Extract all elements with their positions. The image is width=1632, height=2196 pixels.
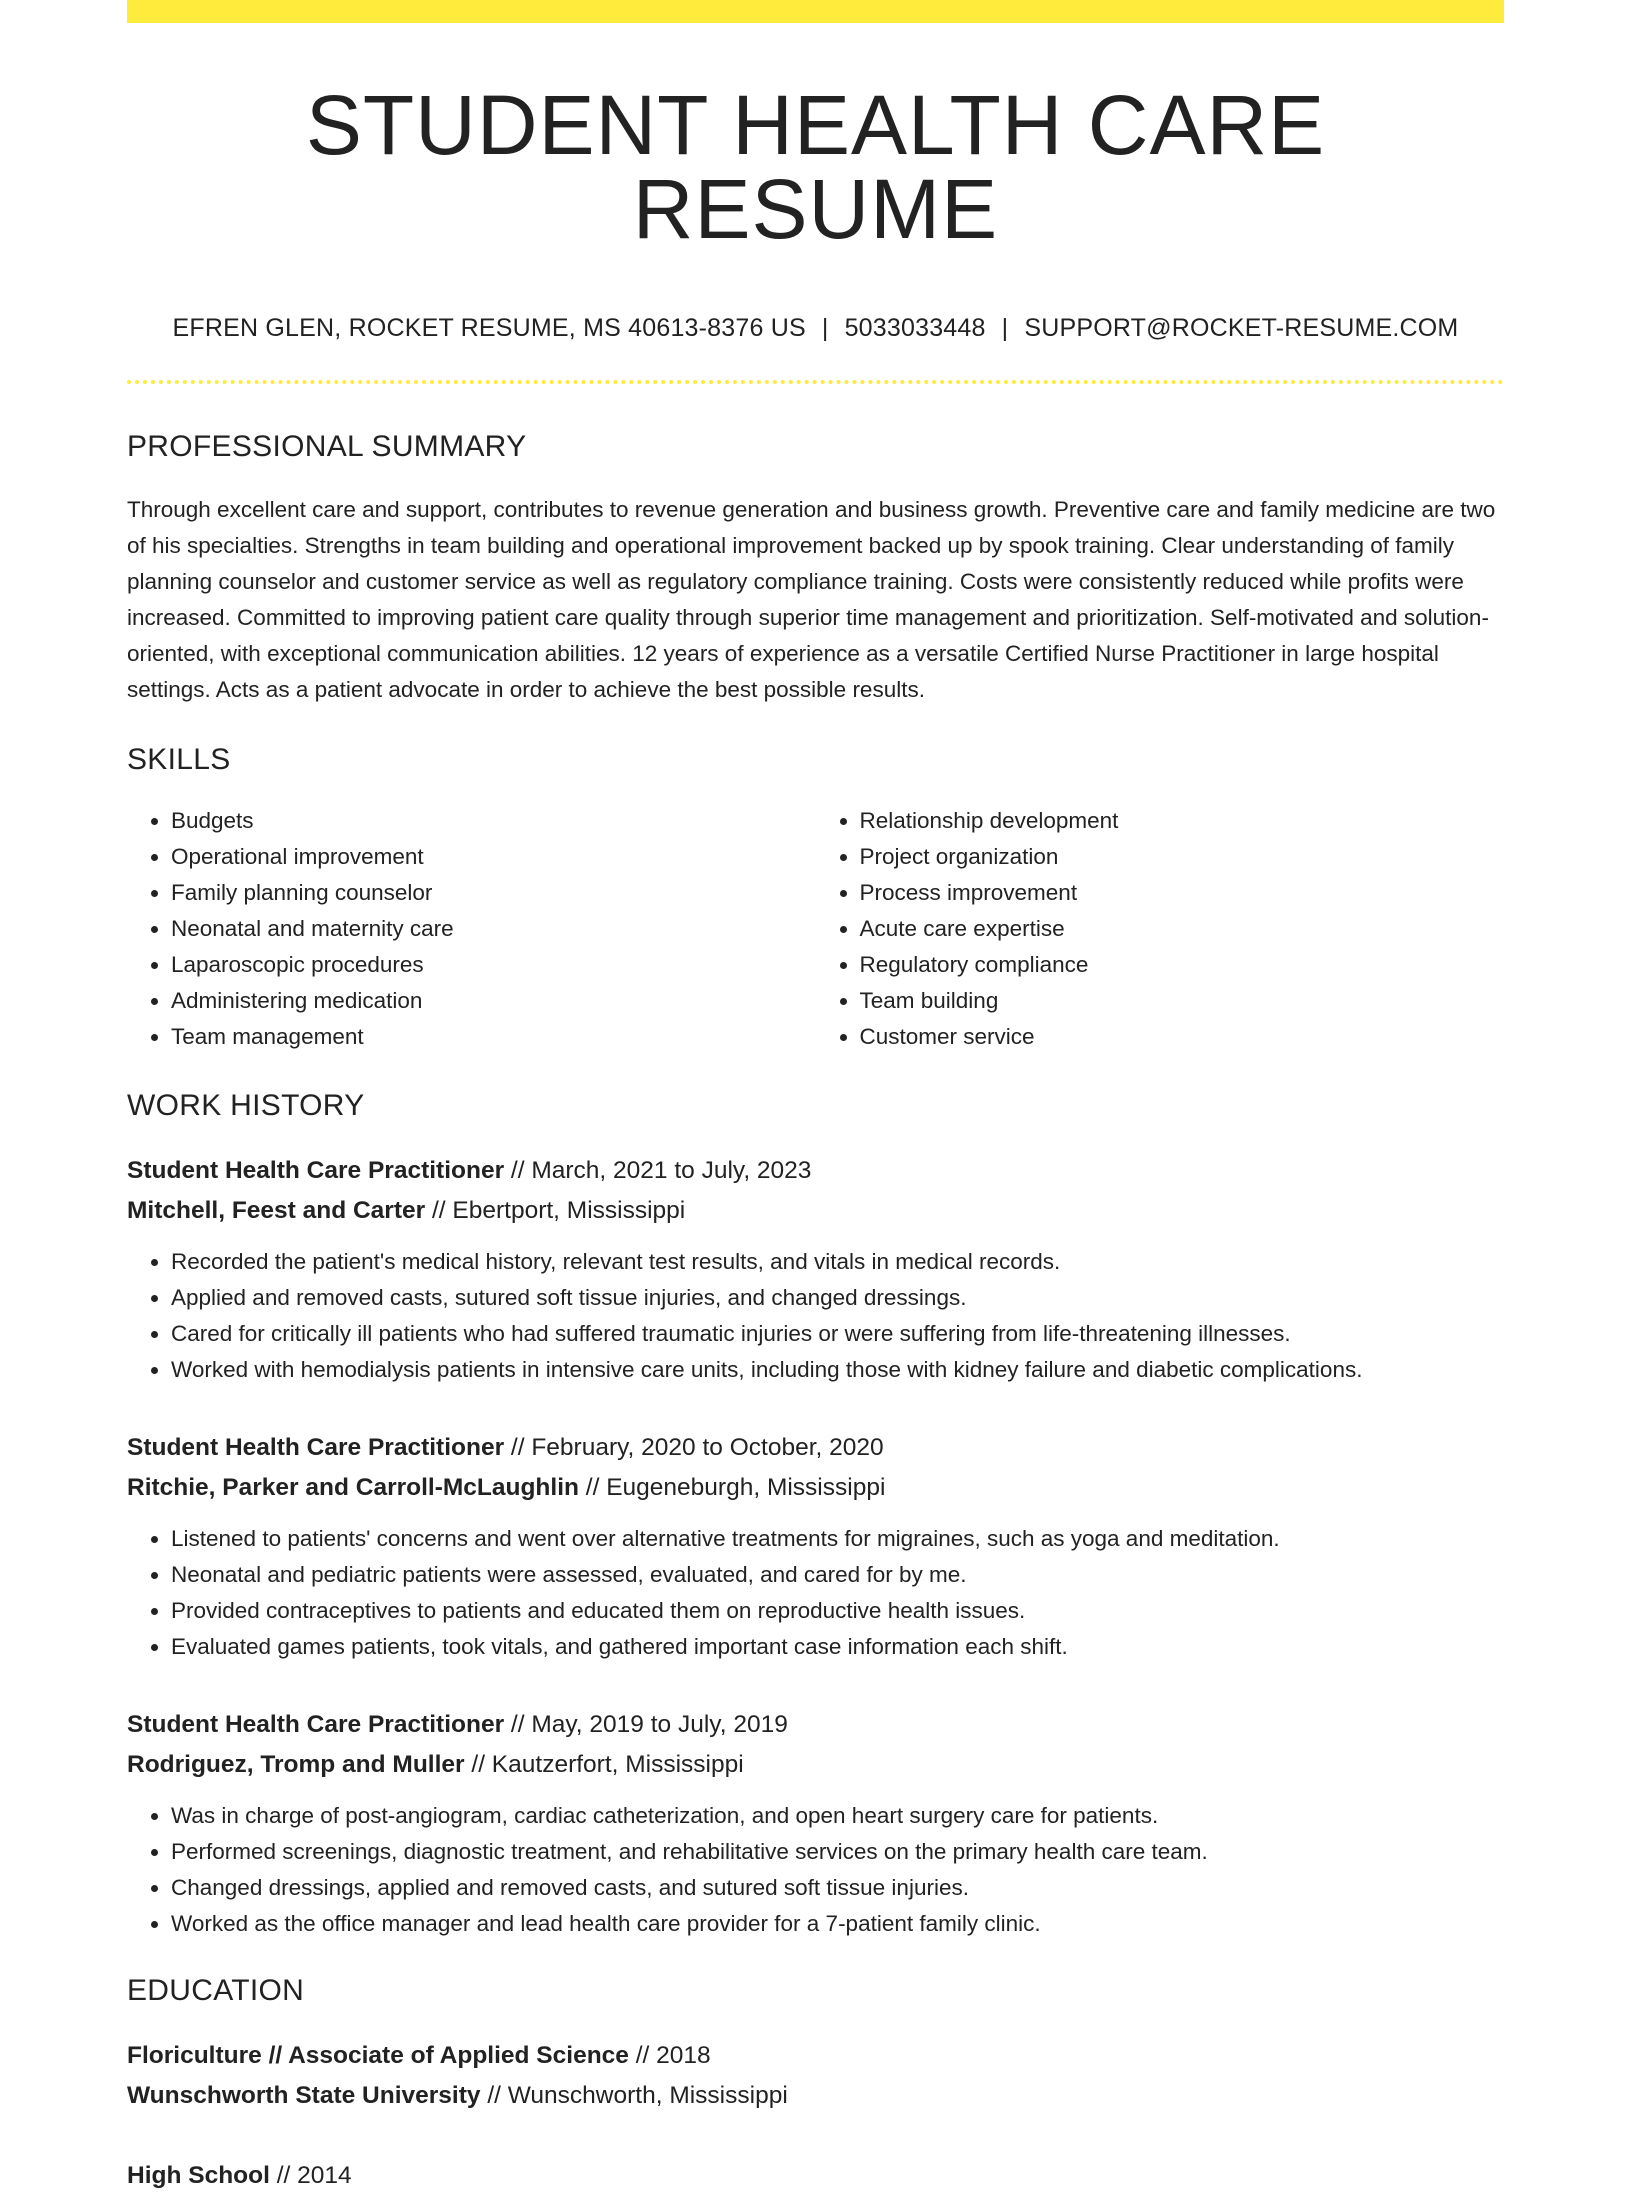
- education-school: Wunschworth State University: [127, 2082, 481, 2109]
- skill-item: • Regulatory compliance: [860, 947, 1505, 983]
- resume-title: STUDENT HEALTH CARE RESUME: [305, 78, 1326, 256]
- skill-item: • Process improvement: [860, 875, 1505, 911]
- skill-item: • Team building: [860, 983, 1505, 1019]
- contact-address: EFREN GLEN, ROCKET RESUME, MS 40613-8376 US: [172, 314, 806, 342]
- skill-item: • Neonatal and maternity care: [171, 911, 816, 947]
- skill-item: • Team management: [171, 1019, 816, 1055]
- resume-page: [127, 0, 1504, 2196]
- education-degree: High School: [127, 2162, 270, 2189]
- education-entry: [127, 2156, 1504, 2196]
- job-role: Student Health Care Practitioner: [127, 1711, 505, 1738]
- skill-item: • Project organization: [860, 839, 1505, 875]
- contact-phone: 5033033448: [844, 314, 986, 342]
- job-bullet: • Recorded the patient's medical history, relevant test results, and vitals in medical records.: [171, 1244, 1504, 1280]
- job-role: Student Health Care Practitioner: [127, 1157, 505, 1184]
- job-bullet: • Neonatal and pediatric patients were assessed, evaluated, and cared for by me.: [171, 1557, 1504, 1593]
- contact-line: [127, 313, 1504, 343]
- summary-text: Through excellent care and support, contributes to revenue generation and business growth. Preventive care and family medicine are two of his specialties. Strengths in team building and operational improvement backed up by spook training. Clear understanding of family planning counselor and customer service as well as regulatory compliance training. Costs were consistently reduced while profits were increased. Committed to improving patient care quality through superior time management and prioritization. Self-motivated and solution-oriented, with exceptional communication abilities. 12 years of experience as a versatile Certified Nurse Practitioner in large hospital settings. Acts as a patient advocate in order to achieve the best possible results.: [127, 497, 1496, 702]
- job-dates: // February, 2020 to October, 2020: [504, 1434, 884, 1461]
- skills-heading: SKILLS: [127, 743, 231, 776]
- education-school-line: [127, 2076, 1504, 2116]
- contact-email: SUPPORT@ROCKET-RESUME.COM: [1024, 314, 1459, 342]
- skills-list: [127, 803, 1504, 1055]
- job-company-line: [127, 1745, 1504, 1785]
- job-company: Rodriguez, Tromp and Muller: [127, 1751, 465, 1778]
- skills-column-left: [127, 803, 816, 1055]
- skill-item: • Operational improvement: [171, 839, 816, 875]
- skill-item: • Family planning counselor: [171, 875, 816, 911]
- job-title-line: [127, 1151, 1504, 1191]
- job-bullet: • Was in charge of post-angiogram, cardiac catheterization, and open heart surgery care for patients.: [171, 1798, 1504, 1834]
- contact-separator: |: [821, 314, 829, 342]
- job-bullets: [127, 1798, 1504, 1942]
- education-entry: [127, 2036, 1504, 2116]
- job-company-line: [127, 1191, 1504, 1231]
- summary-heading: PROFESSIONAL SUMMARY: [127, 430, 527, 463]
- job-entry: [127, 1428, 1504, 1665]
- skill-item: • Customer service: [860, 1019, 1505, 1055]
- education-year: // 2014: [269, 2162, 352, 2189]
- job-company: Ritchie, Parker and Carroll-McLaughlin: [127, 1474, 579, 1501]
- education-location: // Wunschworth, Mississippi: [480, 2082, 788, 2109]
- education-degree: Floriculture // Associate of Applied Science: [127, 2042, 629, 2069]
- job-title-line: [127, 1705, 1504, 1745]
- education-degree-line: [127, 2036, 1504, 2076]
- job-location: // Ebertport, Mississippi: [425, 1197, 686, 1224]
- job-bullet: • Applied and removed casts, sutured soft tissue injuries, and changed dressings.: [171, 1280, 1504, 1316]
- job-bullet: • Evaluated games patients, took vitals, and gathered important case information each shift.: [171, 1629, 1504, 1665]
- job-location: // Eugeneburgh, Mississippi: [578, 1474, 886, 1501]
- job-title-line: [127, 1428, 1504, 1468]
- job-role: Student Health Care Practitioner: [127, 1434, 505, 1461]
- job-bullet: • Cared for critically ill patients who had suffered traumatic injuries or were suffering from life-threatening illnesses.: [171, 1316, 1504, 1352]
- job-company-line: [127, 1468, 1504, 1508]
- job-bullet: • Worked as the office manager and lead health care provider for a 7-patient family clinic.: [171, 1906, 1504, 1942]
- job-bullet: • Worked with hemodialysis patients in intensive care units, including those with kidney failure and diabetic complications.: [171, 1352, 1504, 1388]
- skill-item: • Administering medication: [171, 983, 816, 1019]
- job-entry: [127, 1151, 1504, 1388]
- job-bullet: • Provided contraceptives to patients and educated them on reproductive health issues.: [171, 1593, 1504, 1629]
- contact-separator: |: [1001, 314, 1009, 342]
- skill-item: • Relationship development: [860, 803, 1505, 839]
- job-location: // Kautzerfort, Mississippi: [464, 1751, 744, 1778]
- job-company: Mitchell, Feest and Carter: [127, 1197, 426, 1224]
- education-year: // 2018: [628, 2042, 711, 2069]
- job-dates: // March, 2021 to July, 2023: [504, 1157, 812, 1184]
- education-degree-line: [127, 2156, 1504, 2196]
- skill-item: • Budgets: [171, 803, 816, 839]
- skill-item: • Acute care expertise: [860, 911, 1505, 947]
- job-bullet: • Changed dressings, applied and removed casts, and sutured soft tissue injuries.: [171, 1870, 1504, 1906]
- job-entry: [127, 1705, 1504, 1942]
- skill-item: • Laparoscopic procedures: [171, 947, 816, 983]
- education-heading: EDUCATION: [127, 1974, 305, 2007]
- job-bullets: [127, 1244, 1504, 1388]
- work-history-heading: WORK HISTORY: [127, 1089, 365, 1122]
- dotted-divider: [127, 380, 1504, 384]
- skills-column-right: [816, 803, 1505, 1055]
- job-dates: // May, 2019 to July, 2019: [504, 1711, 788, 1738]
- accent-top-bar: [127, 0, 1504, 23]
- job-bullet: • Listened to patients' concerns and went over alternative treatments for migraines, such as yoga and meditation.: [171, 1521, 1504, 1557]
- job-bullet: • Performed screenings, diagnostic treatment, and rehabilitative services on the primary health care team.: [171, 1834, 1504, 1870]
- job-bullets: [127, 1521, 1504, 1665]
